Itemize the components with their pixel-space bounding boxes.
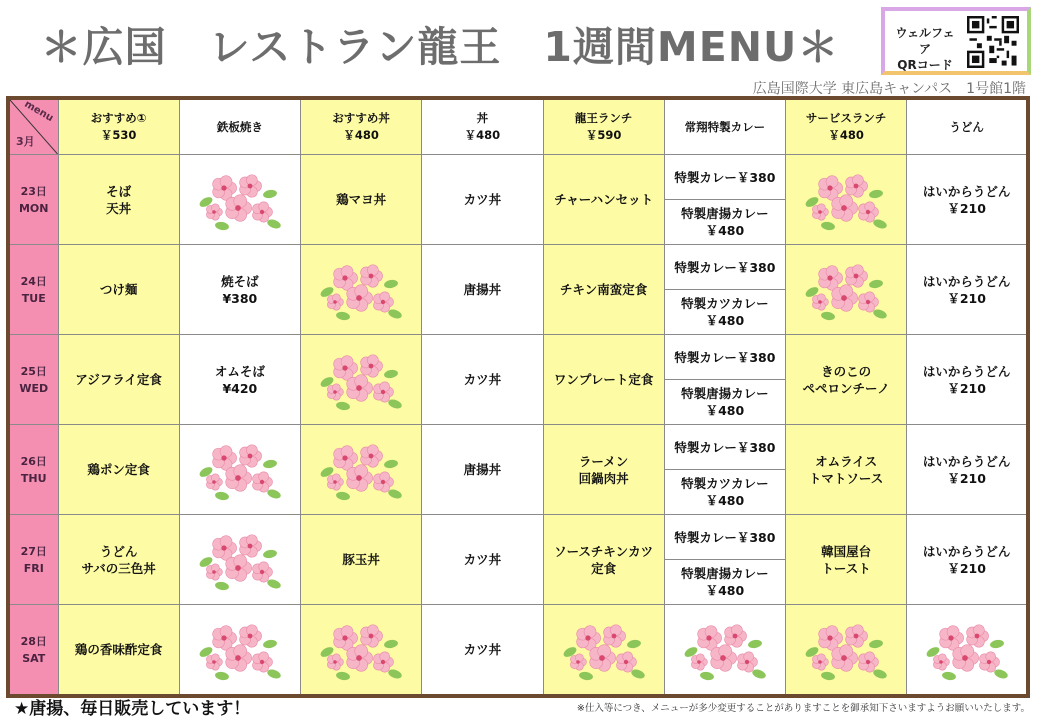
menu-item-text: チャーハンセット — [554, 192, 654, 207]
menu-item-text: オムそば — [214, 363, 265, 379]
menu-item-text: 特製カレー￥380 — [674, 529, 776, 545]
curry-option — [665, 425, 785, 470]
menu-item-text: ペペロンチーノ — [802, 380, 890, 396]
menu-item-text: はいからうどん — [922, 273, 1011, 289]
corner-month-label: 3月 — [16, 135, 35, 148]
menu-item-text: ￥480 — [705, 493, 745, 508]
menu-cell — [664, 155, 785, 245]
menu-cell — [664, 335, 785, 425]
curry-option — [665, 245, 785, 290]
curry-options — [665, 425, 785, 514]
menu-cell — [422, 155, 543, 245]
menu-item-text: ソースチキンカツ — [554, 543, 654, 559]
day-row — [8, 245, 1028, 335]
curry-option — [665, 515, 785, 560]
date-cell — [8, 245, 58, 335]
cherry-blossom-icon — [919, 614, 1015, 686]
cherry-blossom-icon — [192, 614, 288, 686]
column-price: ￥480 — [828, 128, 864, 142]
column-name: うどん — [949, 119, 984, 134]
menu-item-text: 特製唐揚カレー — [681, 206, 769, 221]
column-price: ￥530 — [100, 128, 137, 142]
menu-cell — [664, 245, 785, 335]
menu-cell — [907, 605, 1028, 697]
menu-cell — [786, 245, 907, 335]
curry-options — [665, 155, 785, 244]
menu-item-text: ￥210 — [947, 200, 986, 216]
menu-cell — [179, 425, 300, 515]
curry-options — [665, 335, 785, 424]
menu-item-text: ラーメン — [578, 453, 629, 469]
menu-cell — [58, 605, 179, 697]
menu-cell — [422, 515, 543, 605]
qr-label-line2: QRコード — [897, 58, 953, 72]
column-header — [786, 98, 907, 155]
menu-item-text: カツ丼 — [463, 552, 502, 567]
menu-item-text: はいからうどん — [922, 543, 1011, 559]
menu-cell — [179, 605, 300, 697]
menu-item-text: 特製カレー￥380 — [674, 259, 776, 275]
qr-code-icon[interactable] — [967, 16, 1019, 68]
cherry-blossom-icon — [798, 254, 894, 326]
menu-item-text: アジフライ定食 — [75, 372, 162, 387]
menu-cell — [907, 425, 1028, 515]
date-cell — [8, 605, 58, 697]
menu-item-text: 特製カツカレー — [681, 296, 769, 311]
menu-cell — [58, 515, 179, 605]
menu-item-text: ¥380 — [222, 290, 258, 306]
weekday-label: WED — [19, 381, 49, 395]
cherry-blossom-icon — [192, 164, 288, 236]
menu-cell — [422, 335, 543, 425]
menu-cell — [301, 605, 422, 697]
date-cell — [8, 155, 58, 245]
qr-badge[interactable] — [881, 7, 1031, 75]
column-header — [543, 98, 664, 155]
curry-option — [665, 560, 785, 604]
menu-item-text: 特製唐揚カレー — [681, 566, 769, 581]
menu-item-text: 唐揚丼 — [463, 282, 502, 297]
menu-item-text: 定食 — [591, 560, 617, 576]
curry-option — [665, 155, 785, 200]
menu-cell — [907, 335, 1028, 425]
menu-cell — [301, 335, 422, 425]
menu-item-text: 焼そば — [221, 273, 259, 289]
date-cell — [8, 425, 58, 515]
menu-cell — [301, 425, 422, 515]
menu-item-text: 唐揚丼 — [463, 462, 502, 477]
cherry-blossom-icon — [313, 254, 409, 326]
menu-item-text: うどん — [99, 543, 138, 559]
karaage-notice: ★唐揚、毎日販売しています！ — [14, 699, 251, 719]
column-header — [664, 98, 785, 155]
qr-label — [893, 25, 957, 73]
column-header — [179, 98, 300, 155]
menu-item-text: カツ丼 — [463, 192, 502, 207]
page-title: ＊広国 レストラン龍王 1週間MENU＊ — [40, 23, 840, 71]
menu-cell — [179, 335, 300, 425]
menu-cell — [301, 245, 422, 335]
corner-menu-label: menu — [22, 98, 56, 125]
menu-cell — [179, 155, 300, 245]
menu-cell — [907, 515, 1028, 605]
menu-cell — [786, 515, 907, 605]
menu-cell — [543, 605, 664, 697]
menu-item-text: 天丼 — [106, 200, 132, 216]
menu-cell — [58, 155, 179, 245]
column-name: 丼 — [476, 111, 489, 125]
menu-item-text: ワンプレート定食 — [553, 372, 654, 387]
menu-item-text: 韓国屋台 — [821, 543, 872, 559]
column-name: 鉄板焼き — [216, 119, 263, 134]
column-header — [907, 98, 1028, 155]
menu-cell — [543, 335, 664, 425]
cherry-blossom-icon — [798, 164, 894, 236]
menu-cell — [543, 515, 664, 605]
weekday-label: THU — [20, 471, 47, 485]
menu-item-text: はいからうどん — [922, 363, 1011, 379]
menu-cell — [58, 335, 179, 425]
menu-item-text: 特製唐揚カレー — [681, 386, 769, 401]
weekday-label: FRI — [23, 561, 44, 575]
menu-item-text: サバの三色丼 — [81, 560, 156, 576]
date-label: 24日 — [20, 274, 47, 288]
menu-item-text: ￥480 — [705, 403, 745, 418]
cherry-blossom-icon — [313, 614, 409, 686]
curry-option — [665, 290, 785, 334]
menu-cell — [786, 335, 907, 425]
menu-item-text: 豚玉丼 — [342, 552, 380, 567]
menu-cell — [786, 155, 907, 245]
menu-item-text: 特製カレー￥380 — [674, 439, 776, 455]
curry-option — [665, 335, 785, 380]
menu-item-text: 特製カレー￥380 — [674, 169, 776, 185]
menu-item-text: 鶏マヨ丼 — [336, 192, 387, 207]
menu-item-text: ￥210 — [947, 290, 986, 306]
cherry-blossom-icon — [192, 524, 288, 596]
menu-item-text: ￥210 — [947, 380, 986, 396]
menu-cell — [786, 605, 907, 697]
menu-item-text: カツ丼 — [463, 642, 502, 657]
cherry-blossom-icon — [192, 434, 288, 506]
day-row — [8, 605, 1028, 697]
day-row — [8, 425, 1028, 515]
menu-cell — [58, 245, 179, 335]
date-label: 23日 — [20, 184, 47, 198]
menu-item-text: ￥480 — [705, 583, 745, 598]
curry-options — [665, 245, 785, 334]
menu-item-text: チキン南蛮定食 — [559, 282, 648, 297]
menu-cell — [301, 155, 422, 245]
date-label: 28日 — [20, 634, 47, 648]
column-name: 龍王ランチ — [574, 111, 633, 125]
cherry-blossom-icon — [556, 614, 652, 686]
menu-item-text: きのこの — [821, 363, 872, 379]
menu-item-text: トマトソース — [808, 470, 884, 486]
menu-cell — [179, 515, 300, 605]
menu-item-text: 鶏の香味酢定食 — [74, 642, 163, 657]
date-cell — [8, 515, 58, 605]
curry-option — [665, 380, 785, 424]
menu-cell — [664, 515, 785, 605]
menu-cell — [301, 515, 422, 605]
corner-cell — [8, 98, 58, 155]
day-row — [8, 155, 1028, 245]
qr-label-line1: ウェルフェア — [895, 26, 955, 56]
curry-options — [665, 515, 785, 604]
date-label: 25日 — [20, 364, 47, 378]
menu-cell — [543, 245, 664, 335]
menu-item-text: つけ麺 — [99, 282, 138, 297]
day-row — [8, 515, 1028, 605]
menu-cell — [907, 155, 1028, 245]
day-row — [8, 335, 1028, 425]
column-header — [58, 98, 179, 155]
cherry-blossom-icon — [313, 344, 409, 416]
menu-cell — [907, 245, 1028, 335]
menu-cell — [664, 605, 785, 697]
menu-cell — [543, 155, 664, 245]
menu-item-text: ￥210 — [947, 560, 986, 576]
date-label: 26日 — [20, 454, 47, 468]
menu-cell — [58, 425, 179, 515]
date-cell — [8, 335, 58, 425]
column-header — [301, 98, 422, 155]
menu-change-disclaimer: ※仕入等につき、メニューが多少変更することがありますことを御承知下さいますようお願いいたします。 — [576, 703, 1030, 714]
weekday-label: MON — [18, 201, 49, 215]
menu-cell — [543, 425, 664, 515]
column-name: 常翔特製カレー — [684, 119, 766, 134]
menu-cell — [422, 425, 543, 515]
menu-item-text: はいからうどん — [922, 183, 1011, 199]
menu-cell — [786, 425, 907, 515]
menu-item-text: カツ丼 — [463, 372, 502, 387]
curry-option — [665, 470, 785, 514]
menu-item-text: オムライス — [815, 453, 878, 469]
column-name: サービスランチ — [805, 111, 887, 125]
column-name: おすすめ① — [90, 111, 147, 125]
menu-item-text: 鶏ポン定食 — [87, 462, 150, 477]
date-label: 27日 — [20, 544, 47, 558]
curry-option — [665, 200, 785, 244]
menu-item-text: はいからうどん — [922, 453, 1011, 469]
menu-cell — [422, 245, 543, 335]
menu-item-text: トースト — [821, 560, 871, 576]
menu-item-text: 特製カツカレー — [681, 476, 769, 491]
weekday-label: TUE — [21, 291, 46, 305]
column-price: ￥590 — [585, 128, 622, 142]
cherry-blossom-icon — [313, 434, 409, 506]
cherry-blossom-icon — [677, 614, 773, 686]
column-price: ￥480 — [464, 128, 501, 142]
menu-cell — [664, 425, 785, 515]
menu-item-text: ￥480 — [705, 223, 745, 238]
column-name: おすすめ丼 — [332, 111, 390, 125]
menu-item-text: ￥210 — [947, 470, 986, 486]
menu-item-text: ￥480 — [705, 313, 745, 328]
menu-item-text: そば — [106, 183, 132, 199]
menu-item-text: 特製カレー￥380 — [674, 349, 776, 365]
weekday-label: SAT — [22, 651, 46, 665]
column-price: ￥480 — [343, 128, 379, 142]
cherry-blossom-icon — [798, 614, 894, 686]
menu-item-text: 回鍋肉丼 — [578, 470, 629, 486]
campus-location: 広島国際大学 東広島キャンパス 1号館1階 — [752, 81, 1026, 97]
column-header — [422, 98, 543, 155]
menu-item-text: ¥420 — [222, 380, 258, 396]
weekly-menu-table — [6, 96, 1030, 698]
menu-cell — [422, 605, 543, 697]
menu-cell — [179, 245, 300, 335]
